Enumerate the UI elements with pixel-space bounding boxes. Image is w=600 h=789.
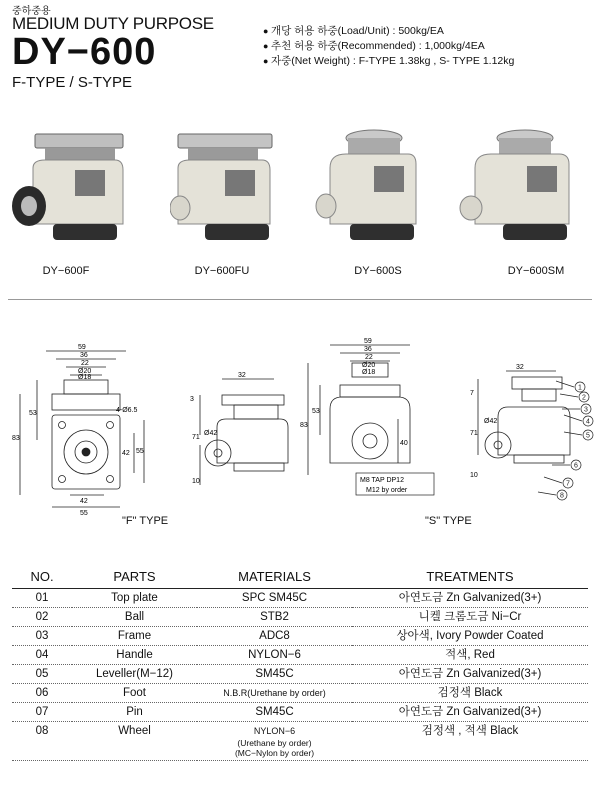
cell-treatment-text: 검정색 Black xyxy=(437,687,503,699)
cell-material xyxy=(197,646,352,665)
cell-no-text: 03 xyxy=(35,630,49,642)
cell-treatment xyxy=(352,703,588,722)
cell-treatment-text: 상아색, Ivory Powder Coated xyxy=(396,630,544,642)
side-dim-42: Ø42 xyxy=(204,430,218,437)
cell-material-text: NYLON−6 xyxy=(253,726,296,736)
s-side-dim-71: 71 xyxy=(470,430,478,437)
dim-42-bottom: 42 xyxy=(80,498,88,505)
table-row xyxy=(12,665,588,684)
s-tap-note: M8 TAP DP12 xyxy=(360,477,404,484)
header-parts: PARTS xyxy=(72,566,197,589)
table-header-row xyxy=(12,566,588,589)
s-side-dim-32: 32 xyxy=(516,364,524,371)
s-tap-order-note: M12 by order xyxy=(366,487,408,494)
table-row xyxy=(12,646,588,665)
table-row xyxy=(12,703,588,722)
header-materials: MATERIALS xyxy=(197,566,352,589)
table-row xyxy=(12,627,588,646)
callout-leader xyxy=(564,432,582,435)
cell-material-text: NYLON−6 xyxy=(248,649,301,661)
cell-no xyxy=(12,608,72,627)
cell-treatment-text: 니켈 크롬도금 Ni−Cr xyxy=(418,611,522,623)
header-no: NO. xyxy=(12,566,72,589)
cell-part xyxy=(72,665,197,684)
dim-36: 36 xyxy=(80,352,88,359)
cell-part xyxy=(72,627,197,646)
cell-no xyxy=(12,589,72,608)
cell-treatment xyxy=(352,646,588,665)
dim-20: Ø20 xyxy=(78,368,92,375)
table-row xyxy=(12,589,588,608)
side-dim-3: 3 xyxy=(190,396,194,403)
cell-material xyxy=(197,665,352,684)
cell-material-text: N.B.R(Urethane by order) xyxy=(223,688,326,698)
cell-treatment xyxy=(352,627,588,646)
cell-no-text: 01 xyxy=(35,592,49,604)
product-photo-dy600s xyxy=(312,120,432,260)
cell-treatment xyxy=(352,665,588,684)
cell-material xyxy=(197,684,352,703)
product-label-dy600f: DY−600F xyxy=(42,265,90,277)
drawing-f-type xyxy=(12,335,312,515)
s-dim-40: 40 xyxy=(400,440,408,447)
product-label-dy600fu: DY−600FU xyxy=(194,265,250,277)
cell-no xyxy=(12,722,72,761)
callout-number: 7 xyxy=(566,480,570,488)
cell-part xyxy=(72,703,197,722)
callout-leader xyxy=(538,492,556,495)
cell-part xyxy=(72,722,197,761)
cell-material xyxy=(197,703,352,722)
callout-number: 1 xyxy=(578,384,582,392)
cell-no-text: 05 xyxy=(35,668,49,680)
table-row xyxy=(12,722,588,761)
drawing-s-type xyxy=(300,335,600,510)
cell-part-text: Frame xyxy=(117,630,152,642)
cell-treatment xyxy=(352,608,588,627)
product-photo-dy600sm xyxy=(455,120,575,260)
caption-f-type: "F" TYPE xyxy=(122,515,169,527)
cell-part-text: Ball xyxy=(124,611,145,623)
callout-leader xyxy=(560,394,578,397)
dim-22: 22 xyxy=(81,360,89,367)
table-row xyxy=(12,608,588,627)
cell-treatment-text: 아연도금 Zn Galvanized(3+) xyxy=(398,668,542,680)
header-treatments: TREATMENTS xyxy=(352,566,588,589)
dim-83: 83 xyxy=(12,435,20,442)
s-side-dim-10: 10 xyxy=(470,472,478,479)
cell-material-text: SPC SM45C xyxy=(241,592,308,604)
caption-s-type: "S" TYPE xyxy=(425,515,472,527)
cell-part xyxy=(72,646,197,665)
product-label-dy600sm: DY−600SM xyxy=(507,265,565,277)
cell-no xyxy=(12,684,72,703)
cell-part-text: Pin xyxy=(126,706,143,718)
cell-material-text: SM45C xyxy=(255,706,294,718)
table-row xyxy=(12,684,588,703)
cell-treatment-text: 적색, Red xyxy=(445,649,495,661)
callout-number: 4 xyxy=(586,418,590,426)
dim-42-side: 42 xyxy=(122,450,130,457)
callout-number: 6 xyxy=(574,462,578,470)
s-side-dim-42: Ø42 xyxy=(484,418,498,425)
cell-material-note: (MC−Nylon by order) xyxy=(234,748,315,758)
callout-leader xyxy=(544,477,562,483)
cell-no-text: 06 xyxy=(35,687,49,699)
s-dim-22: 22 xyxy=(365,354,373,361)
callout-leader xyxy=(556,381,574,387)
cell-no-text: 08 xyxy=(35,725,49,737)
callout-number: 5 xyxy=(586,432,590,440)
s-dim-36: 36 xyxy=(364,346,372,353)
s-side-dim-7: 7 xyxy=(470,390,474,397)
product-label-dy600s: DY−600S xyxy=(354,265,402,277)
dim-53: 53 xyxy=(29,410,37,417)
cell-part-text: Handle xyxy=(116,649,153,661)
type-subtitle: F-TYPE / S-TYPE xyxy=(12,74,133,91)
dim-59: 59 xyxy=(78,344,86,351)
dim-55-bottom: 55 xyxy=(80,510,88,515)
spec-weight: ● 자중(Net Weight) : F-TYPE 1.38kg , S- TYPE 1.12kg xyxy=(263,54,514,69)
cell-treatment xyxy=(352,589,588,608)
cell-treatment xyxy=(352,684,588,703)
s-dim-18: Ø18 xyxy=(362,369,376,376)
s-dim-83: 83 xyxy=(300,422,308,429)
s-dim-59: 59 xyxy=(364,338,372,345)
parts-table xyxy=(12,566,588,761)
cell-material xyxy=(197,608,352,627)
side-dim-10: 10 xyxy=(192,478,200,485)
model-title: DY−600 xyxy=(12,31,157,73)
cell-no xyxy=(12,627,72,646)
cell-treatment xyxy=(352,722,588,761)
cell-material-text: STB2 xyxy=(260,611,289,623)
cell-treatment-text: 아연도금 Zn Galvanized(3+) xyxy=(398,592,542,604)
cell-no-text: 04 xyxy=(35,649,49,661)
cell-material-text: SM45C xyxy=(255,668,294,680)
korean-subtitle: 중하중용 xyxy=(12,6,51,17)
cell-part xyxy=(72,684,197,703)
cell-no xyxy=(12,703,72,722)
cell-no-text: 02 xyxy=(35,611,49,623)
callout-number: 2 xyxy=(582,394,586,402)
callout-number: 3 xyxy=(584,406,588,414)
side-dim-71: 71 xyxy=(192,434,200,441)
s-dim-53: 53 xyxy=(312,408,320,415)
cell-part-text: Top plate xyxy=(111,592,158,604)
cell-treatment-text: 검정색 , 적색 Black xyxy=(421,725,519,737)
category-title: MEDIUM DUTY PURPOSE xyxy=(12,14,214,33)
dim-18: Ø18 xyxy=(78,374,92,381)
product-photo-dy600f xyxy=(5,120,125,260)
cell-part xyxy=(72,608,197,627)
section-divider xyxy=(8,299,592,300)
cell-no xyxy=(12,665,72,684)
product-photo-dy600fu xyxy=(170,120,290,260)
cell-material xyxy=(197,722,352,761)
cell-part xyxy=(72,589,197,608)
callout-number: 8 xyxy=(560,492,564,500)
cell-material xyxy=(197,627,352,646)
cell-treatment-text: 아연도금 Zn Galvanized(3+) xyxy=(398,706,542,718)
dim-hole: 4-Ø6.5 xyxy=(116,407,138,414)
s-dim-20: Ø20 xyxy=(362,362,376,369)
cell-material-text: ADC8 xyxy=(259,630,290,642)
cell-part-text: Foot xyxy=(122,687,146,699)
cell-no xyxy=(12,646,72,665)
spec-load: ● 개당 허용 하중(Load/Unit) : 500kg/EA xyxy=(263,24,514,39)
cell-part-text: Leveller(M−12) xyxy=(95,668,174,680)
cell-material-note: (Urethane by order) xyxy=(237,738,312,748)
dim-55-side: 55 xyxy=(136,448,144,455)
callout-leader xyxy=(564,415,582,421)
cell-no-text: 07 xyxy=(35,706,49,718)
spec-list xyxy=(263,24,514,69)
spec-recommended: ● 추천 허용 하중(Recommended) : 1,000kg/4EA xyxy=(263,39,514,54)
side-dim-32: 32 xyxy=(238,372,246,379)
cell-material xyxy=(197,589,352,608)
cell-part-text: Wheel xyxy=(118,725,151,737)
